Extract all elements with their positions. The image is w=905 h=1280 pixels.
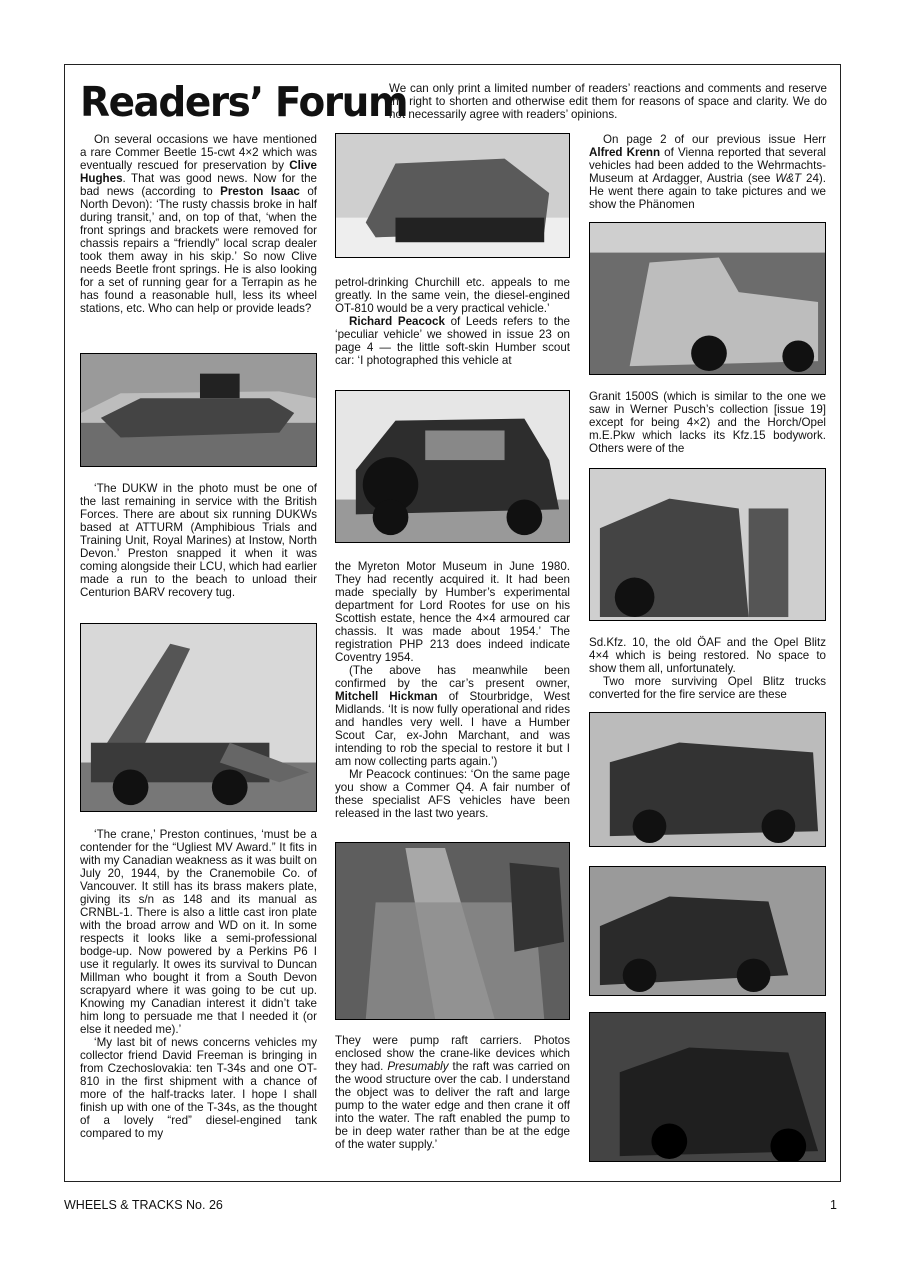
paragraph: Granit 1500S (which is similar to the one we saw in Werner Pusch’s collection [issue 19] except for being 4×2) and the Horch/Opel m.E.Pkw which lacks its Kfz.15 bodywork. Others were of the — [589, 390, 826, 455]
photo-phanomen-granit — [589, 222, 826, 375]
paragraph: ‘My last bit of news concerns vehicles my collector friend David Freeman is bringing in from Czechoslovakia: ten T-34s and one OT-810 in the first shipment with a chance of more of the half-tracks later. I hope I shall finish up with one of the T-34s, as the thought of a lovely “red” diesel-engined tank compared to my — [80, 1036, 317, 1140]
photo-opel-blitz-fire-2 — [589, 866, 826, 996]
page-title: Readers’ Forum — [80, 78, 408, 126]
column-3-top — [589, 133, 826, 211]
paragraph: On page 2 of our previous issue Herr Alfred Krenn of Vienna reported that several vehicles had been added to the Wehrmachts-Museum at Ardagger, Austria (see W&T 24). He went there again to take pictures and we show the Phänomen — [589, 133, 827, 211]
column-1-middle — [80, 482, 317, 599]
photo-crane — [80, 623, 317, 812]
paragraph: ‘The DUKW in the photo must be one of the last remaining in service with the British Forces. There are about six running DUKWs based at ATTURM (Amphibious Trials and Training Unit, Royal Marines) at Instow, North Devon.’ Preston snapped it when it was coming alongside their LCU, which had earlier made a run to the beach to unload their Centurion BARV recovery tug. — [80, 482, 317, 599]
paragraph: Sd.Kfz. 10, the old ÖAF and the Opel Blitz 4×4 which is being restored. No space to show them all, unfortunately. — [589, 636, 826, 675]
footer-page-number: 1 — [830, 1198, 837, 1212]
photo-raft-carrier — [335, 842, 570, 1020]
photo-dukw — [80, 353, 317, 467]
column-2-bottom — [335, 1034, 570, 1151]
paragraph: ‘The crane,’ Preston continues, ‘must be a contender for the “Ugliest MV Award.” It fits in with my Canadian weakness as it was built on July 20, 1944, by the Cranemobile Co. of Vancouver. It still has its brass makers plate, giving its s/n as 148 and its manual as CRNBL-1. There is also a little cast iron plate with the broad arrow and WD on it. In some respects it looks like a semi-professional bodge-up. Now powered by a Perkins P6 I use it regularly. It owes its survival to Duncan Millman who bought it from a South Devon scrapyard where it was going to be cut up. Knowing my Canadian interest it didn’t take him long to persuade me that I needed it (or else it needed me).’ — [80, 828, 317, 1036]
photo-horch-opel — [589, 468, 826, 621]
column-2-middle — [335, 560, 570, 820]
paragraph: petrol-drinking Churchill etc. appeals to me greatly. In the same vein, the diesel-engined OT-810 would be a very practical vehicle.’ — [335, 276, 570, 315]
column-3-middle — [589, 390, 826, 455]
column-2-top — [335, 276, 570, 367]
photo-opel-blitz-fire-3 — [589, 1012, 826, 1162]
paragraph: They were pump raft carriers. Photos enclosed show the crane-like devices which they had. Presumably the raft was carried on the wood structure over the cab. I understand the object was to deliver the raft and large pump to the water edge and then crane it off into the water. The raft enabled the pump to be in deep water rather than be at the edge of the water supply.’ — [335, 1034, 570, 1151]
column-1-top — [80, 133, 317, 315]
intro-text: We can only print a limited number of readers’ reactions and comments and reserve the right to shorten and otherwise edit them for reasons of space and clarity. We do not necessarily agree with readers’ opinions. — [389, 82, 827, 121]
photo-halftrack — [335, 133, 570, 258]
photo-opel-blitz-fire-1 — [589, 712, 826, 847]
paragraph: Mr Peacock continues: ‘On the same page you show a Commer Q4. A fair number of these specialist AFS vehicles have been released in the last two years. — [335, 768, 570, 820]
column-3-lower — [589, 636, 826, 701]
paragraph: Richard Peacock of Leeds refers to the ‘peculiar vehicle’ we showed in issue 23 on page 4 — the little soft-skin Humber scout car: ‘I photographed this vehicle at — [335, 315, 570, 367]
paragraph: Two more surviving Opel Blitz trucks converted for the fire service are these — [589, 675, 826, 701]
column-1-bottom — [80, 828, 317, 1140]
paragraph: (The above has meanwhile been confirmed by the car’s present owner, Mitchell Hickman of Stourbridge, West Midlands. ‘It is now fully operational and rides and handles very well. I have a Humber Scout Car, ex-John Marchant, and was intending to rob the special to restore it but I am now collecting parts again.’) — [335, 664, 570, 768]
footer-publication: WHEELS & TRACKS No. 26 — [64, 1198, 223, 1212]
paragraph: the Myreton Motor Museum in June 1980. They had recently acquired it. It had been made specially by Humber’s experimental department for Lord Rootes for use on his Scottish estate, hence the 4×4 armoured car chassis. It was made about 1954.’ The registration PHP 213 does indeed indicate Coventry 1954. — [335, 560, 570, 664]
paragraph: On several occasions we have mentioned a rare Commer Beetle 15-cwt 4×2 which was eventually rescued for preservation by Clive Hughes. That was good news. Now for the bad news (according to Preston Isaac of North Devon): ‘The rusty chassis broke in half during transit,’ and, on top of that, ‘when the front springs and brackets were removed for chassis repairs a “friendly” local scrap dealer took them away in his skip.’ So now Clive needs Beetle front springs. He is also looking for a set of running gear for a Terrapin as he has found a reasonable hull, less its wheel stations, etc. Who can help or provide leads? — [80, 133, 318, 315]
photo-humber-scout-car — [335, 390, 570, 543]
